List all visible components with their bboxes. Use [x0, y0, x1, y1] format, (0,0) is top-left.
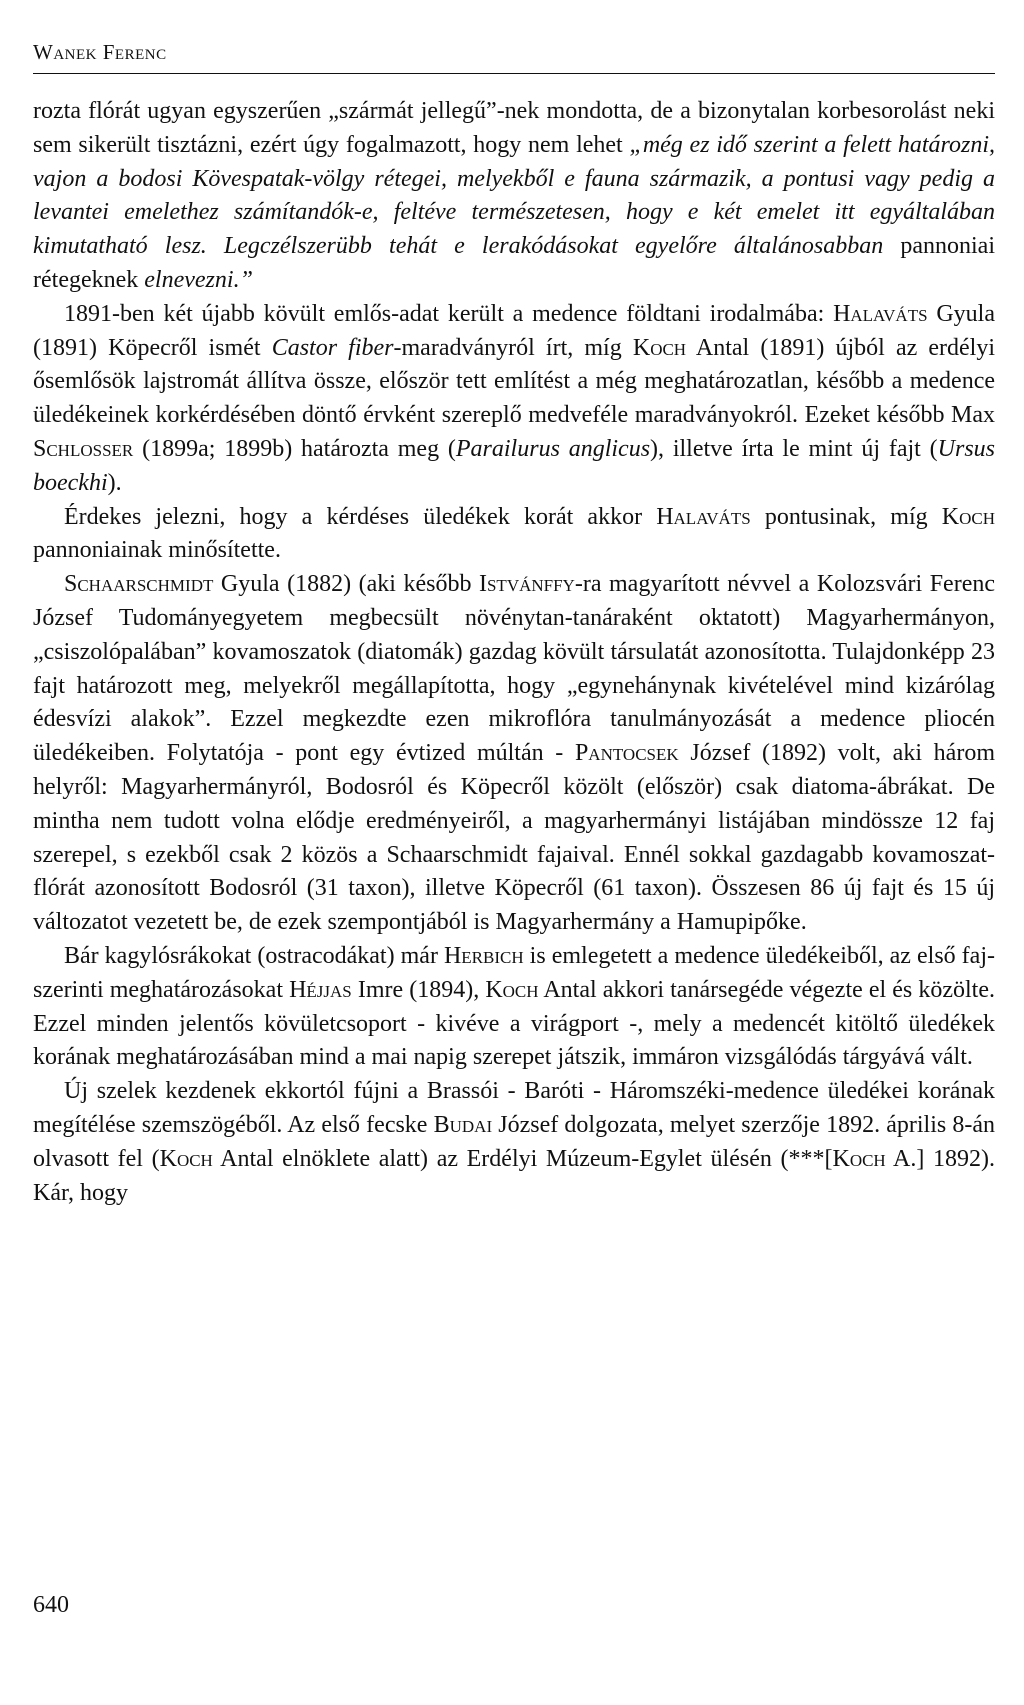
text-run: -maradványról írt, míg: [393, 334, 633, 361]
author-name: Istvánffy: [478, 571, 575, 598]
text-run: pannoniai rétegeknek: [33, 233, 996, 293]
running-head: Wanek Ferenc: [33, 40, 167, 64]
paragraph: [33, 95, 995, 298]
text-run: pannoniainak minősítette.: [33, 537, 281, 564]
author-name: Halaváts: [833, 300, 928, 327]
paragraph: [33, 568, 995, 940]
author-name: Halaváts: [656, 503, 751, 530]
text-run: (1899a; 1899b) határozta meg (: [133, 435, 456, 462]
italic-text: Ursus boeckhi: [33, 435, 995, 496]
text-run: -ra magyarított névvel a Kolozsvári Ferenc József Tudományegyetem megbecsült növénytan-tanáraként oktatott) Magyarhermányon, „csiszolópalában” kovamoszatok (diatomák) gazdag kövült társulatát azonosította. Tulajdonképp 23 fajt határozott meg, melyekről megállapította, hogy „egynehánynak kivételével mind kizárólag édesvízi alakok”. Ezzel megkezdte ezen mikroflóra tanulmányozását a medence pliocén üledékeiben. Folytatója - pont egy évtized múltán -: [33, 571, 995, 767]
text-run: rozta flórát ugyan egyszerűen „szármát jellegű”-nek mondotta, de a bizonytalan korbesorolást neki sem sikerült tisztázni, ezért úgy fogalmazott, hogy nem lehet: [33, 98, 995, 158]
author-name: Schaarschmidt: [64, 571, 214, 598]
text-run: József (1892) volt, aki három helyről: Magyarhermányról, Bodosról és Köpecről közölt (először) csak diatoma-ábrákat. De mintha nem tudott volna elődje eredményeiről, a magyarhermányi listájában mindössze 12 faj szerepel, s ezekből csak 2 közös a Schaarschmidt fajaival. Ennél sokkal gazdagabb kovamoszat-flórát azonosított Bodosról (31 taxon), illetve Köpecről (61 taxon). Összesen 86 új fajt és 15 új változatot vezetett be, de ezek szempontjából is Magyarhermány a Hamupipőke.: [33, 740, 995, 936]
author-name: Koch: [632, 334, 687, 361]
text-run: is emlegetett a medence üledékeiből, az első faj-szerinti meghatározásokat: [33, 942, 995, 1003]
text-run: József dolgozata, melyet szerzője 1892. április 8-án olvasott fel (: [33, 1111, 996, 1172]
italic-text: Castor fiber: [271, 334, 394, 361]
author-name: Koch: [832, 1145, 886, 1172]
text-run: Új szelek kezdenek ekkortól fújni a Brassói - Baróti - Háromszéki-medence üledékei korának megítélése szemszögéből. Az első fecske: [33, 1078, 995, 1138]
page-number: 640: [33, 1592, 69, 1618]
paragraph: [33, 940, 995, 1075]
author-name: Koch: [941, 503, 995, 530]
body-text: [33, 95, 995, 1210]
author-name: Herbich: [443, 942, 524, 969]
text-run: Bár kagylósrákokat (ostracodákat) már: [64, 942, 444, 969]
text-run: A.] 1892). Kár, hogy: [33, 1145, 996, 1206]
text-run: Antal (1891) újból az erdélyi ősemlősök lajstromát állítva össze, először tett említést a még meghatározatlan, később a medence üledékeinek korkérdésében döntő érvként szereplő medveféle maradványokról. Ezeket később Max: [33, 334, 996, 429]
italic-text: Parailurus anglicus: [455, 435, 651, 462]
paragraph: [33, 1075, 995, 1210]
text-run: Antal akkori tanársegéde végezte el és közölte. Ezzel minden jelentős kövületcsoport - kivéve a virágport -, mely a medencét kitöltő üledékek korának meghatározásában mind a mai napig szerepet játszik, immáron vizsgálódás tárgyává vált.: [33, 976, 995, 1071]
author-name: Koch: [485, 976, 539, 1003]
text-run: Antal elnöklete alatt) az Erdélyi Múzeum-Egylet ülésén (***[: [212, 1145, 833, 1172]
italic-text: elnevezni.”: [144, 266, 253, 293]
italic-text: „még ez idő szerint a felett határozni, vajon a bodosi Kövespatak-völgy rétegei, melyekből e fauna származik, a pontusi vagy pedig a levantei emelethez számítandók-e, feltéve természetesen, hogy e két emelet itt egyáltalában kimutatható lesz. Legczélszerübb tehát e lerakódásokat egyelőre általánosabban: [33, 131, 995, 260]
paragraph: [33, 298, 995, 501]
text-run: Gyula (1891) Köpecről ismét: [33, 300, 995, 361]
text-run: Imre (1894),: [351, 976, 486, 1003]
author-name: Budai: [433, 1111, 493, 1138]
author-name: Héjjas: [289, 976, 352, 1003]
text-run: 1891-ben két újabb kövült emlős-adat került a medence földtani irodalmába:: [64, 300, 834, 327]
text-run: ).: [107, 469, 122, 496]
header-rule: [33, 73, 995, 74]
author-name: Pantocsek: [574, 740, 679, 767]
text-run: Érdekes jelezni, hogy a kérdéses üledékek korát akkor: [64, 503, 657, 530]
paragraph: [33, 501, 995, 569]
author-name: Koch: [159, 1145, 213, 1172]
author-name: Schlosser: [33, 435, 134, 462]
text-run: Gyula (1882) (aki később: [213, 571, 479, 598]
text-run: ), illetve írta le mint új fajt (: [650, 435, 938, 462]
text-run: pontusinak, míg: [750, 503, 942, 530]
